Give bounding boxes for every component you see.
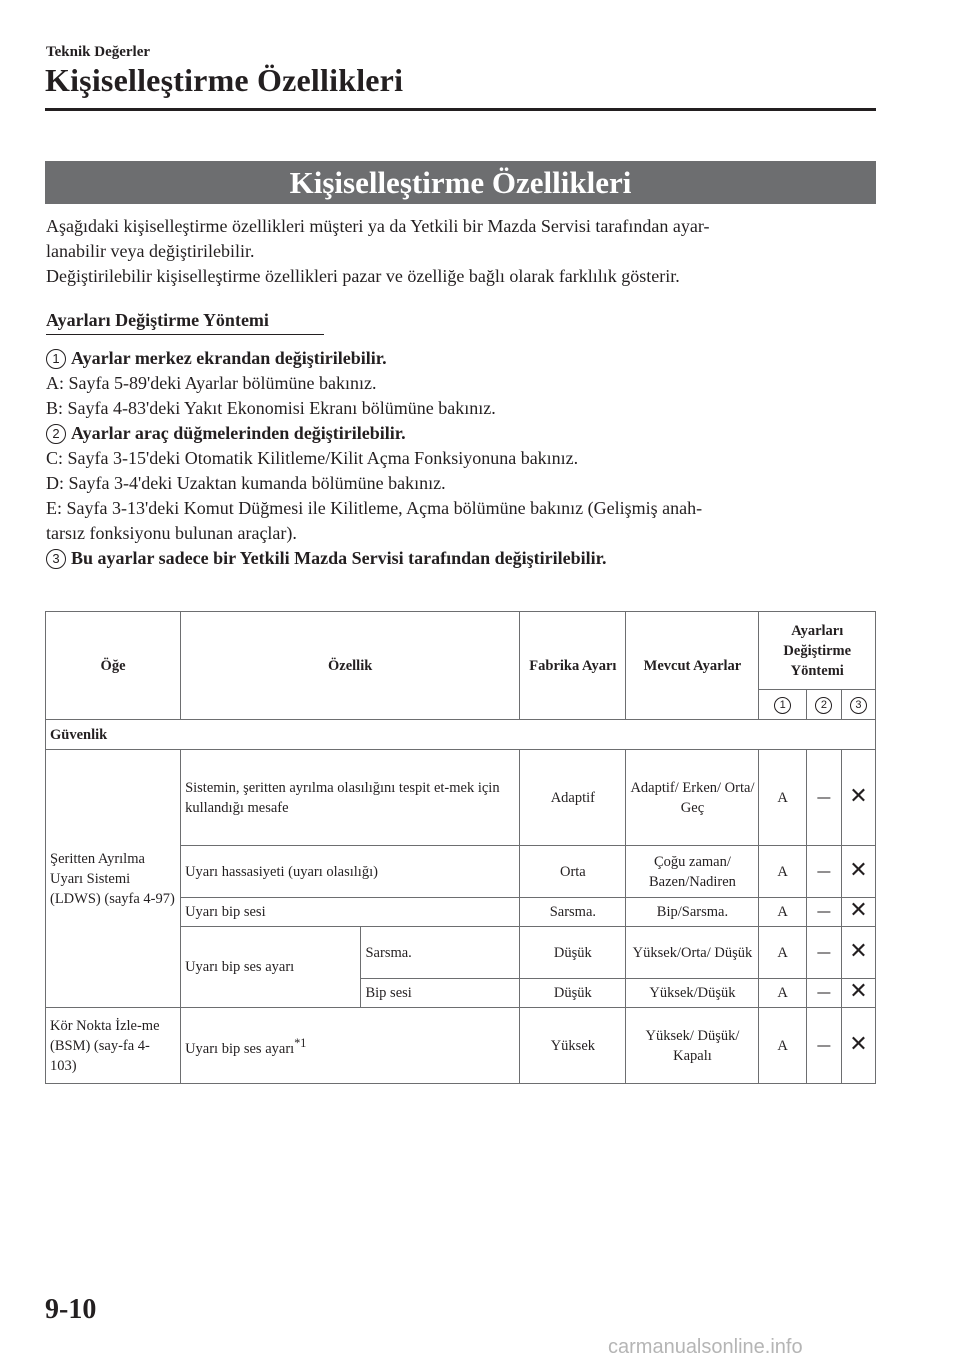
method-2-text: Ayarlar araç düğmelerinden değiştirilebilir. — [71, 423, 406, 443]
method-line: tarsız fonksiyonu bulunan araçlar). — [46, 523, 297, 543]
method-1-cell: A — [759, 927, 806, 979]
method-1-text: Ayarlar merkez ekrandan değiştirilebilir. — [71, 348, 387, 368]
sub-feature-cell: Sarsma. — [361, 927, 520, 979]
cross-icon: ✕ — [849, 857, 868, 883]
intro-line: Aşağıdaki kişiselleştirme özellikleri müşteri ya da Yetkili bir Mazda Servisi tarafından ayar- — [46, 216, 710, 236]
intro-paragraph — [46, 214, 876, 289]
method-1 — [46, 346, 876, 371]
method-1-cell: A — [759, 898, 806, 927]
feature-cell: Sistemin, şeritten ayrılma olasılığını tespit et-mek için kullandığı mesafe — [181, 750, 520, 846]
circled-number-icon: 3 — [46, 549, 66, 569]
method-line: D: Sayfa 3-4'deki Uzaktan kumanda bölümüne bakınız. — [46, 473, 446, 493]
methods-list — [46, 346, 876, 571]
circled-number-icon: 1 — [46, 349, 66, 369]
header-divider — [45, 108, 876, 111]
page-number: 9-10 — [45, 1294, 97, 1325]
method-line: A: Sayfa 5-89'deki Ayarlar bölümüne bakınız. — [46, 373, 377, 393]
method-1-cell: A — [759, 750, 806, 846]
method-3-text: Bu ayarlar sadece bir Yetkili Mazda Servisi tarafından değiştirilebilir. — [71, 548, 607, 568]
header-method-2 — [806, 690, 841, 720]
available-cell: Çoğu zaman/ Bazen/Nadiren — [626, 846, 759, 898]
header-feature: Özellik — [181, 612, 520, 720]
header-available: Mevcut Ayarlar — [626, 612, 759, 720]
feature-cell: Uyarı hassasiyeti (uyarı olasılığı) — [181, 846, 520, 898]
factory-cell: Düşük — [520, 927, 626, 979]
cross-icon: ✕ — [849, 979, 868, 1004]
available-cell: Adaptif/ Erken/ Orta/ Geç — [626, 750, 759, 846]
circled-number-icon: 3 — [850, 697, 867, 714]
header-method-3 — [841, 690, 875, 720]
header-factory: Fabrika Ayarı — [520, 612, 626, 720]
table-row — [46, 1008, 876, 1084]
method-line: C: Sayfa 3-15'deki Otomatik Kilitleme/Kilit Açma Fonksiyonuna bakınız. — [46, 448, 579, 468]
method-1-cell: A — [759, 979, 806, 1008]
method-1-cell: A — [759, 846, 806, 898]
method-2-cell: — — [806, 898, 841, 927]
sub-feature-cell: Bip sesi — [361, 979, 520, 1008]
method-2-cell: — — [806, 927, 841, 979]
feature-cell: Uyarı bip sesi — [181, 898, 520, 927]
factory-cell: Düşük — [520, 979, 626, 1008]
intro-line: lanabilir veya değiştirilebilir. — [46, 241, 255, 261]
method-2-cell: — — [806, 750, 841, 846]
footnote-mark: *1 — [294, 1035, 307, 1050]
item-cell: Kör Nokta İzle-me (BSM) (say-fa 4-103) — [46, 1008, 181, 1084]
item-cell: Şeritten Ayrılma Uyarı Sistemi (LDWS) (sayfa 4-97) — [46, 750, 181, 1008]
heading-underline — [46, 334, 324, 335]
cross-icon: ✕ — [849, 938, 868, 964]
factory-cell: Orta — [520, 846, 626, 898]
header-method-1 — [759, 690, 806, 720]
intro-line: Değiştirilebilir kişiselleştirme özellikleri pazar ve özelliğe bağlı olarak farklılık gösterir. — [46, 266, 680, 286]
method-3 — [46, 546, 876, 571]
method-2-cell: — — [806, 1008, 841, 1084]
circled-number-icon: 1 — [774, 697, 791, 714]
circled-number-icon: 2 — [46, 424, 66, 444]
method-2-cell: — — [806, 846, 841, 898]
watermark: carmanualsonline.info — [608, 1336, 803, 1358]
factory-cell: Adaptif — [520, 750, 626, 846]
available-cell: Yüksek/Orta/ Düşük — [626, 927, 759, 979]
factory-cell: Sarsma. — [520, 898, 626, 927]
available-cell: Bip/Sarsma. — [626, 898, 759, 927]
header-method: Ayarları Değiştirme Yöntemi — [759, 612, 876, 690]
group-row: Güvenlik — [46, 720, 876, 750]
circled-number-icon: 2 — [815, 697, 832, 714]
method-line: E: Sayfa 3-13'deki Komut Düğmesi ile Kilitleme, Açma bölümüne bakınız (Gelişmiş anah- — [46, 498, 703, 518]
feature-text: Uyarı bip ses ayarı — [185, 1040, 295, 1057]
feature-cell: Uyarı bip ses ayarı — [181, 927, 361, 1008]
method-line: B: Sayfa 4-83'deki Yakıt Ekonomisi Ekranı bölümüne bakınız. — [46, 398, 496, 418]
section-banner: Kişiselleştirme Özellikleri — [45, 161, 876, 204]
cross-icon: ✕ — [849, 898, 868, 923]
feature-cell — [181, 1008, 520, 1084]
method-1-cell: A — [759, 1008, 806, 1084]
header-item: Öğe — [46, 612, 181, 720]
available-cell: Yüksek/Düşük — [626, 979, 759, 1008]
cross-icon: ✕ — [849, 783, 868, 809]
page-title: Kişiselleştirme Özellikleri — [45, 62, 404, 98]
method-2-cell: — — [806, 979, 841, 1008]
methods-heading: Ayarları Değiştirme Yöntemi — [46, 310, 269, 330]
section-label: Teknik Değerler — [46, 44, 151, 60]
cross-icon: ✕ — [849, 1031, 868, 1057]
available-cell: Yüksek/ Düşük/ Kapalı — [626, 1008, 759, 1084]
settings-table — [45, 611, 876, 1084]
table-row — [46, 750, 876, 846]
factory-cell: Yüksek — [520, 1008, 626, 1084]
method-2 — [46, 421, 876, 446]
